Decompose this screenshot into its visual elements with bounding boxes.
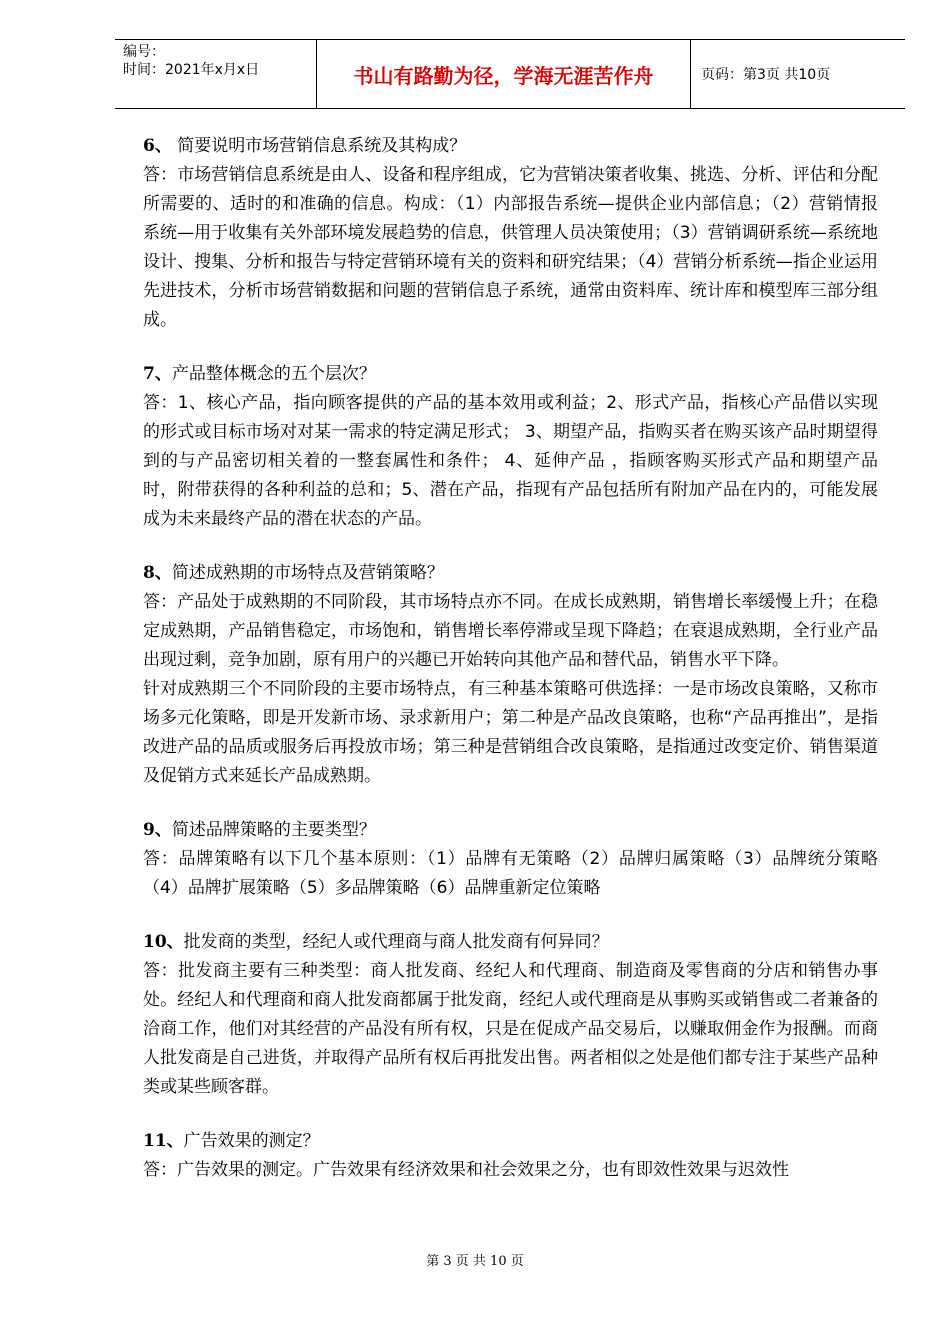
question-number: 6、 [143,136,172,156]
question-number: 9、 [143,820,172,840]
question-6 [143,131,878,335]
question-11 [143,1126,878,1185]
question-9 [143,815,878,903]
question-text: 批发商的类型，经纪人或代理商与商人批发商有何异同？ [183,932,609,952]
serial-number-label: 编号： [123,44,165,60]
answer-paragraph: 答：产品处于成熟期的不同阶段，其市场特点亦不同。在成长成熟期，销售增长率缓慢上升；在稳定成熟期，产品销售稳定，市场饱和，销售增长率停滞或呈现下降趋；在衰退成熟期，全行业产品出现过剩，竞争加剧，原有用户的兴趣已开始转向其他产品和替代品，销售水平下降。 [143,592,878,670]
question-title [143,558,878,588]
answer-paragraph: 答：广告效果的测定。广告效果有经济效果和社会效果之分，也有即效性效果与迟效性 [143,1160,789,1180]
question-text: 简述成熟期的市场特点及营销策略？ [171,563,444,583]
header-info-cell [115,40,317,108]
answer-paragraph: 答：市场营销信息系统是由人、设备和程序组成，它为营销决策者收集、挑选、分析、评估和分配所需要的、适时的和准确的信息。构成：（1）内部报告系统—提供企业内部信息；（2）营销情报系统—用于收集有关外部环境发展趋势的信息，供管理人员决策使用；（3）营销调研系统—系统地设计、搜集、分析和报告与特定营销环境有关的资料和研究结果；（4）营销分析系统—指企业运用先进技术，分析市场营销数据和问题的营销信息子系统，通常由资料库、统计库和模型库三部分组成。 [143,165,878,330]
question-7 [143,359,878,534]
question-number: 7、 [143,364,172,384]
question-text: 简述品牌策略的主要类型？ [171,820,376,840]
question-10 [143,927,878,1102]
answer-paragraph: 答：1、核心产品，指向顾客提供的产品的基本效用或利益；2、形式产品，指核心产品借以实现的形式或目标市场对对某一需求的特定满足形式； 3、期望产品，指购买者在购买该产品时期望得到的与产品密切相关着的一整套属性和条件； 4、延伸产品 ，指顾客购买形式产品和期望产品时，附带获得的各种利益的总和；5、潜在产品，指现有产品包括所有附加产品在内的，可能发展成为未来最终产品的潜在状态的产品。 [143,393,878,529]
document-body [143,131,878,1209]
question-text: 广告效果的测定？ [183,1131,320,1151]
question-number: 10、 [143,932,184,952]
page-footer: 第 3 页 共 10 页 [426,1254,524,1269]
question-title [143,927,878,957]
answer-paragraph: 答：品牌策略有以下几个基本原则：（1）品牌有无策略（2）品牌归属策略（3）品牌统分策略（4）品牌扩展策略（5）多品牌策略（6）品牌重新定位策略 [143,849,878,898]
question-title [143,359,878,389]
question-title [143,815,878,845]
question-title [143,1126,878,1156]
answer-paragraph: 答：批发商主要有三种类型：商人批发商、经纪人和代理商、制造商及零售商的分店和销售办事处。经纪人和代理商和商人批发商都属于批发商，经纪人或代理商是从事购买或销售或二者兼备的洽商工作，他们对其经营的产品没有所有权，只是在促成产品交易后，以赚取佣金作为报酬。而商人批发商是自己进货，并取得产品所有权后再批发出售。两者相似之处是他们都专注于某些产品种类或某些顾客群。 [143,961,878,1097]
question-8 [143,558,878,791]
answer-paragraph: 针对成熟期三个不同阶段的主要市场特点，有三种基本策略可供选择：一是市场改良策略，又称市场多元化策略，即是开发新市场、录求新用户；第二种是产品改良策略，也称“产品再推出”，是指改进产品的品质或服务后再投放市场；第三种是营销组合改良策略，是指通过改变定价、销售渠道及促销方式来延长产品成熟期。 [143,679,878,786]
page-header [115,39,905,109]
date-label: 时间：2021年x月x日 [123,62,260,78]
header-motto: 书山有路勤为径，学海无涯苦作舟 [317,40,691,108]
question-number: 8、 [143,563,172,583]
question-text: 产品整体概念的五个层次？ [171,364,376,384]
question-number: 11、 [143,1131,184,1151]
header-page-code: 页码：第3页 共10页 [701,67,831,83]
question-text: 简要说明市场营销信息系统及其构成？ [171,136,467,156]
question-title [143,131,878,161]
